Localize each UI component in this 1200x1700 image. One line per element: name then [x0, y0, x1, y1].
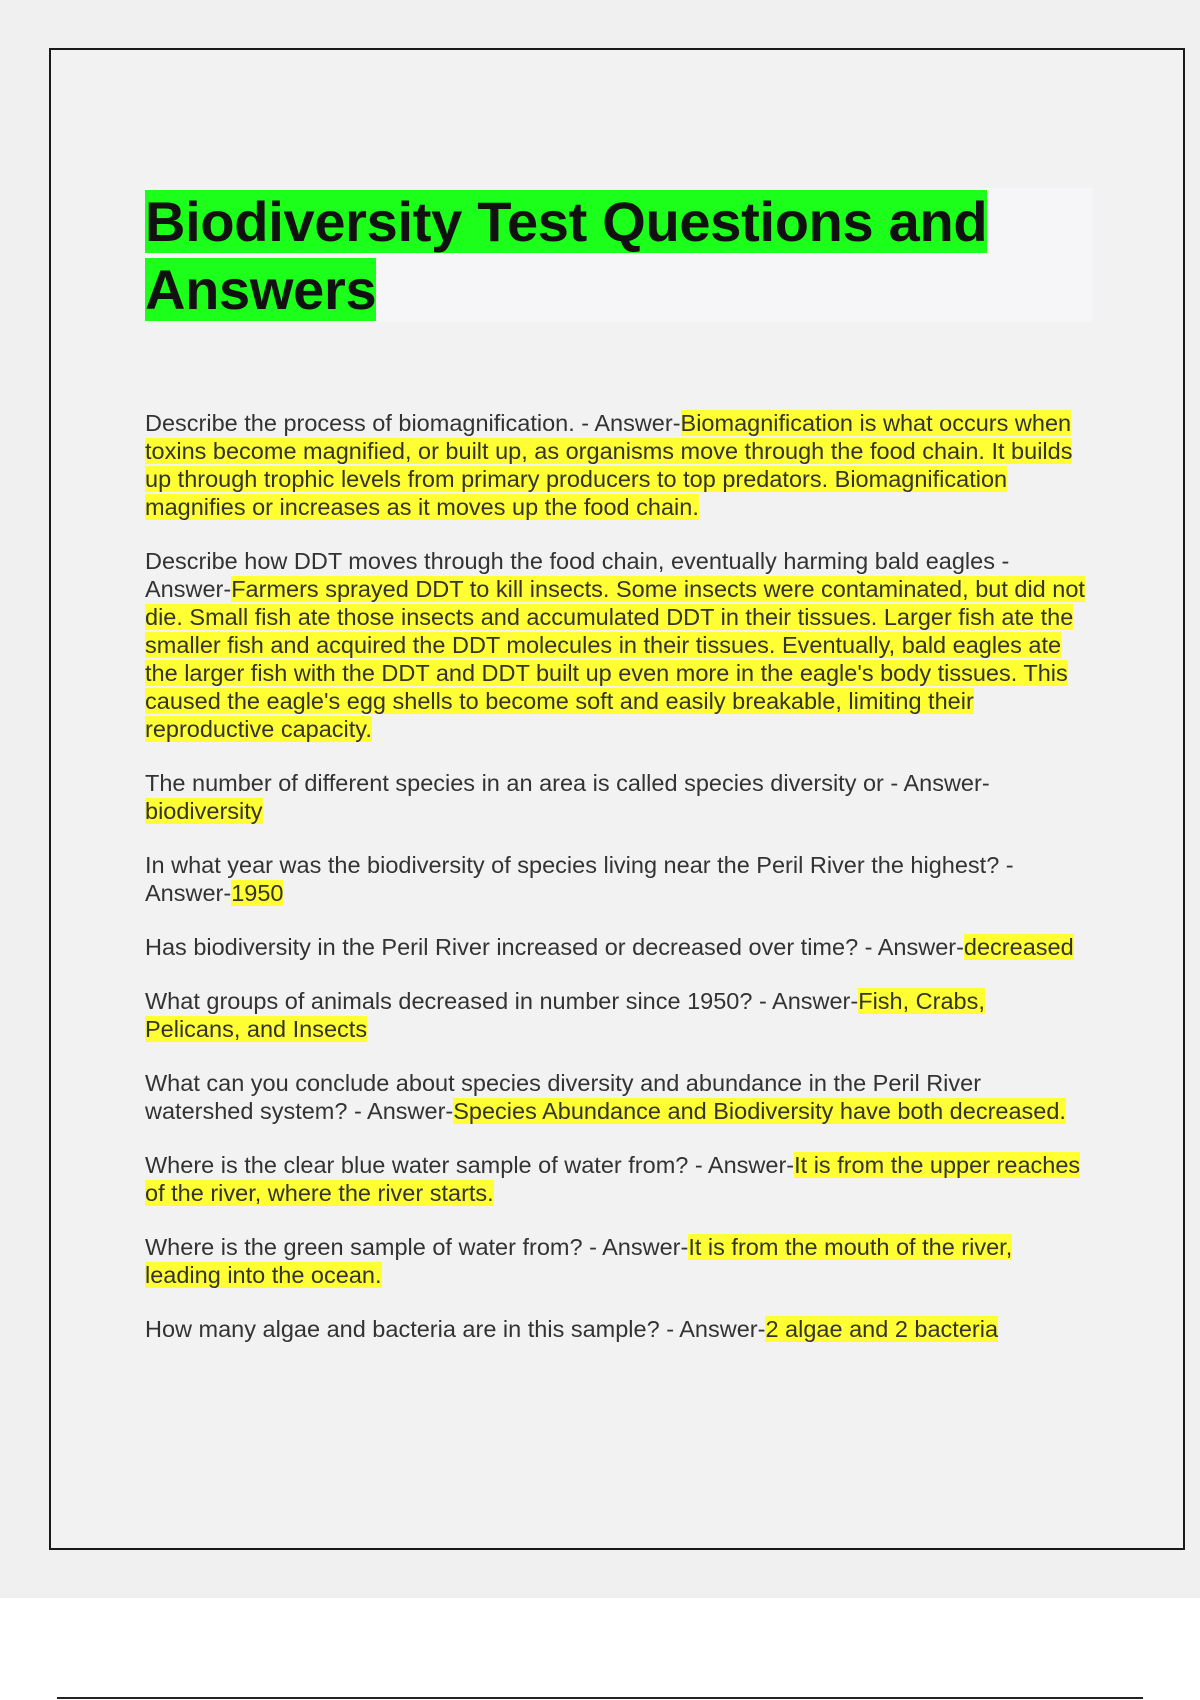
question-text: Where is the clear blue water sample of water from? - Answer- [145, 1152, 795, 1178]
question-text: Where is the green sample of water from? - Answer- [145, 1234, 689, 1260]
qa-item [145, 1233, 1085, 1289]
question-text: How many algae and bacteria are in this sample? - Answer- [145, 1316, 766, 1342]
qa-item [145, 1151, 1085, 1207]
page-divider [57, 1697, 1143, 1699]
answer-text: Farmers sprayed DDT to kill insects. Some insects were contaminated, but did not die. Small fish ate those insects and accumulated DDT in their tissues. Larger fish ate the smaller fish and acquired the DDT molecules in their tissues. Eventually, bald eagles ate the larger fish with the DDT and DDT built up even more in the eagle's body tissues. This caused the eagle's egg shells to become soft and easily breakable, limiting their reproductive capacity. [145, 576, 1085, 742]
title-text: Biodiversity Test Questions and Answers [145, 190, 988, 321]
question-text: What can you conclude about species diversity and abundance in the Peril River watershed system? - Answer- [145, 1070, 982, 1124]
qa-item [145, 851, 1085, 907]
question-text: In what year was the biodiversity of species living near the Peril River the highest? - Answer- [145, 852, 1014, 906]
question-text: Has biodiversity in the Peril River increased or decreased over time? - Answer- [145, 934, 964, 960]
answer-text: It is from the mouth of the river, leading into the ocean. [145, 1234, 1013, 1288]
answer-text: Species Abundance and Biodiversity have both decreased. [453, 1098, 1066, 1124]
question-text: What groups of animals decreased in number since 1950? - Answer- [145, 988, 859, 1014]
qa-item [145, 409, 1085, 521]
answer-text: biodiversity [145, 798, 263, 824]
question-text: Describe how DDT moves through the food chain, eventually harming bald eagles - Answer- [145, 548, 1010, 602]
qa-item [145, 933, 1085, 961]
qa-item [145, 547, 1085, 743]
qa-item [145, 1069, 1085, 1125]
answer-text: It is from the upper reaches of the river, where the river starts. [145, 1152, 1081, 1206]
qa-list [145, 409, 1085, 1369]
question-text: Describe the process of biomagnification. - Answer- [145, 410, 681, 436]
answer-text: Fish, Crabs, Pelicans, and Insects [145, 988, 985, 1042]
qa-item [145, 987, 1085, 1043]
document-title [145, 188, 1045, 324]
answer-text: Biomagnification is what occurs when toxins become magnified, or built up, as organisms move through the food chain. It builds up through trophic levels from primary producers to top predators. Biomagnification magnifies or increases as it moves up the food chain. [145, 410, 1073, 520]
qa-item [145, 769, 1085, 825]
title-block [145, 188, 1093, 322]
answer-text: 1950 [231, 880, 284, 906]
question-text: The number of different species in an area is called species diversity or - Answer- [145, 770, 990, 796]
answer-text: decreased [963, 934, 1074, 960]
answer-text: 2 algae and 2 bacteria [765, 1316, 999, 1342]
next-page-area [0, 1598, 1200, 1700]
qa-item [145, 1315, 1085, 1343]
